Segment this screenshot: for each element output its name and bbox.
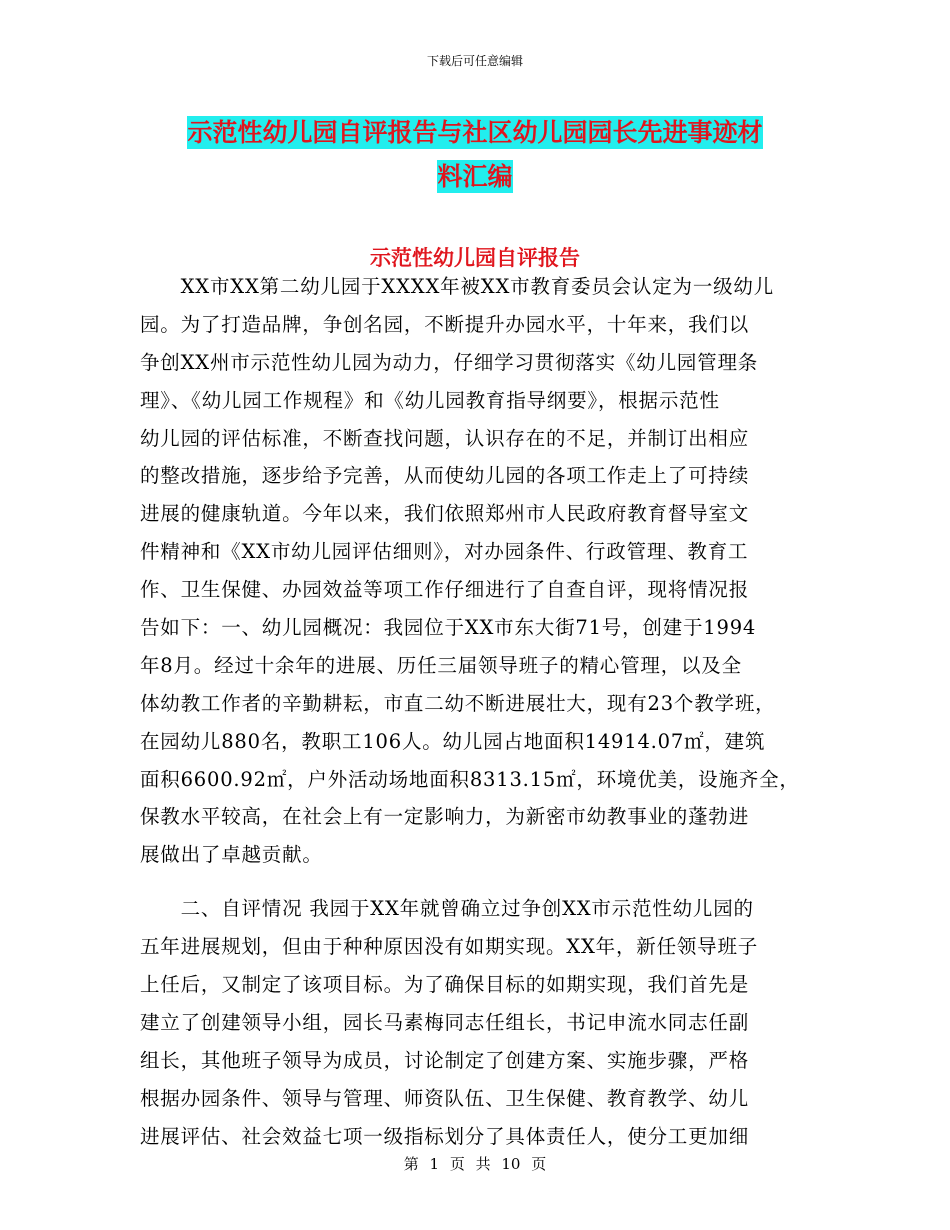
text-line: 幼儿园的评估标准，不断查找问题，认识存在的不足，并制订出相应 [140,426,750,450]
document-title [0,111,950,199]
paragraph-2 [140,890,812,1155]
text-line: 件精神和《XX市幼儿园评估细则》，对办园条件、行政管理、教育工 [140,540,749,564]
text-line: 在园幼儿880名，教职工106人。幼儿园占地面积14914.07㎡，建筑 [140,729,766,753]
page-header: 下载后可任意编辑 [426,54,523,68]
text-line: 建立了创建领导小组，园长马素梅同志任组长，书记申流水同志任副 [140,1010,750,1034]
text-line: XX市XX第二幼儿园于XXXX年被XX市教育委员会认定为一级幼儿 [140,275,775,298]
document-title-line-2: 料汇编 [437,162,513,191]
text-line: 保教水平较高，在社会上有一定影响力，为新密市幼教事业的蓬勃进 [140,805,750,829]
text-line: 进展评估、社会效益七项一级指标划分了具体责任人，使分工更加细 [140,1124,750,1148]
text-line: 进展的健康轨道。今年以来，我们依照郑州市人民政府教育督导室文 [140,502,750,526]
page-number: 第 1 页 共 10 页 [403,1155,547,1173]
text-line: 展做出了卓越贡献。 [140,843,323,867]
text-line: 五年进展规划，但由于种种原因没有如期实现。XX年，新任领导班子 [140,935,759,959]
document-body [140,268,812,1155]
paragraph-gap [140,874,812,890]
text-line: 组长，其他班子领导为成员，讨论制定了创建方案、实施步骤，严格 [140,1048,750,1072]
text-line: 二、自评情况 我园于XX年就曾确立过争创XX市示范性幼儿园的 [140,897,754,921]
text-line: 的整改措施，逐步给予完善，从而使幼儿园的各项工作走上了可持续 [140,464,750,488]
text-line: 体幼教工作者的辛勤耕耘，市直二幼不断进展壮大，现有23个教学班， [140,691,776,715]
section-title: 示范性幼儿园自评报告 [370,246,580,270]
text-line: 年8月。经过十余年的进展、历任三届领导班子的精心管理，以及全 [140,653,742,677]
document-title-line-1: 示范性幼儿园自评报告与社区幼儿园园长先进事迹材 [187,118,763,147]
text-line: 争创XX州市示范性幼儿园为动力，仔细学习贯彻落实《幼儿园管理条 [140,350,759,374]
text-line: 根据办园条件、领导与管理、师资队伍、卫生保健、教育教学、幼儿 [140,1086,750,1110]
text-line: 理》、《幼儿园工作规程》和《幼儿园教育指导纲要》，根据示范性 [140,388,720,412]
text-line: 上任后，又制定了该项目标。为了确保目标的如期实现，我们首先是 [140,973,750,997]
text-line: 作、卫生保健、办园效益等项工作仔细进行了自查自评，现将情况报 [140,578,750,602]
text-line: 面积6600.92㎡，户外活动场地面积8313.15㎡，环境优美，设施齐全， [140,767,800,791]
text-line: 园。为了打造品牌，争创名园，不断提升办园水平，十年来，我们以 [140,312,750,336]
text-line: 告如下：一、幼儿园概况：我园位于XX市东大街71号，创建于1994 [140,616,757,640]
paragraph-1 [140,268,812,874]
